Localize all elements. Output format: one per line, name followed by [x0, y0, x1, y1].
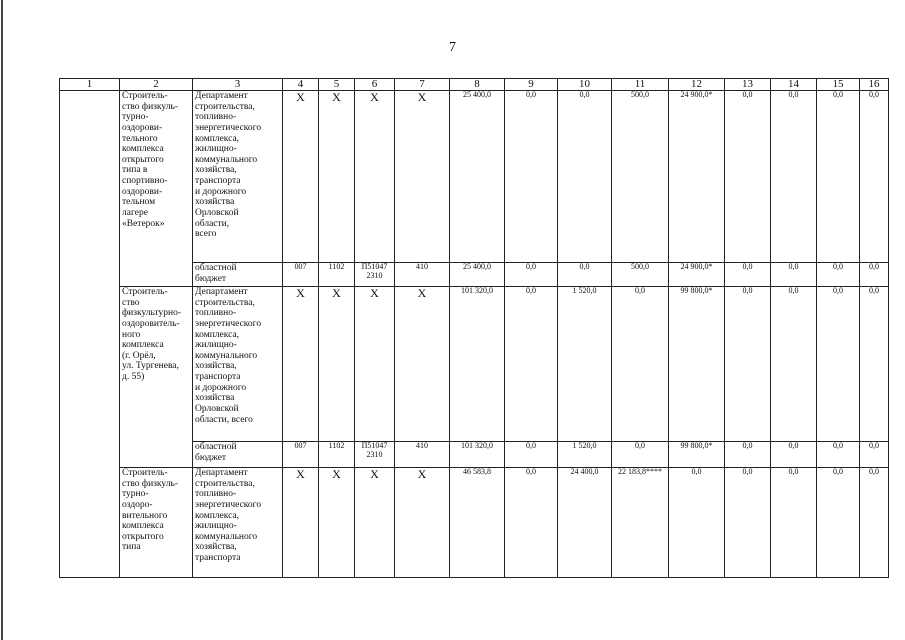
cell-c16: 0,0 — [860, 468, 889, 578]
cell-c13: 0,0 — [725, 91, 771, 263]
cell-c8: 101 320,0 — [450, 287, 505, 442]
col-header-14: 14 — [771, 79, 817, 91]
dept-cell: областной бюджет — [193, 442, 283, 468]
col-header-15: 15 — [817, 79, 860, 91]
cell-c15: 0,0 — [817, 287, 860, 442]
table-row — [60, 91, 889, 263]
col-header-7: 7 — [395, 79, 450, 91]
cell-c15: 0,0 — [817, 442, 860, 468]
scan-edge — [1, 0, 3, 640]
object-name: Строитель- ство физкультурно- оздоровитель- ного комплекса (г. Орёл, ул. Тургенева, д. 55) — [120, 287, 193, 468]
cell-c11: 22 183,8**** — [612, 468, 669, 578]
cell-c10: 1 520,0 — [558, 442, 612, 468]
col-header-4: 4 — [283, 79, 319, 91]
cell-c7: 410 — [395, 263, 450, 287]
data-table — [59, 78, 889, 578]
cell-c7: Х — [395, 287, 450, 442]
cell-c14: 0,0 — [771, 468, 817, 578]
cell-c13: 0,0 — [725, 287, 771, 442]
cell-c9: 0,0 — [505, 287, 558, 442]
col-header-8: 8 — [450, 79, 505, 91]
object-name: Строитель- ство физкуль- турно- оздорови- тельного комплекса открытого типа в спортивно- оздорови- тельном лагере «Ветерок» — [120, 91, 193, 287]
cell-c10: 0,0 — [558, 263, 612, 287]
cell-c4: Х — [283, 468, 319, 578]
dept-cell: областной бюджет — [193, 263, 283, 287]
object-name: Строитель- ство физкуль- турно- оздоро- вительного комплекса открытого типа — [120, 468, 193, 578]
cell-c12: 99 800,0* — [669, 287, 725, 442]
cell-c12: 24 900,0* — [669, 91, 725, 263]
cell-c5: Х — [319, 287, 355, 442]
cell-c8: 46 583,8 — [450, 468, 505, 578]
cell-c8: 101 320,0 — [450, 442, 505, 468]
cell-c6: Х — [355, 91, 395, 263]
table-row — [60, 468, 889, 578]
cell-c13: 0,0 — [725, 468, 771, 578]
cell-c11: 0,0 — [612, 442, 669, 468]
cell-c16: 0,0 — [860, 263, 889, 287]
col-header-9: 9 — [505, 79, 558, 91]
cell-c9: 0,0 — [505, 442, 558, 468]
cell-c15: 0,0 — [817, 468, 860, 578]
col-header-10: 10 — [558, 79, 612, 91]
col-header-3: 3 — [193, 79, 283, 91]
cell-c8: 25 400,0 — [450, 263, 505, 287]
cell-c8: 25 400,0 — [450, 91, 505, 263]
cell-c9: 0,0 — [505, 91, 558, 263]
col-header-13: 13 — [725, 79, 771, 91]
cell-c11: 0,0 — [612, 287, 669, 442]
cell-c14: 0,0 — [771, 287, 817, 442]
cell-c7: Х — [395, 91, 450, 263]
cell-c4: Х — [283, 287, 319, 442]
cell-c6: Х — [355, 287, 395, 442]
cell-c6: Х — [355, 468, 395, 578]
col1-cell — [60, 91, 120, 578]
cell-c12: 0,0 — [669, 468, 725, 578]
cell-c11: 500,0 — [612, 263, 669, 287]
dept-cell: Департамент строительства, топливно- энергетического комплекса, жилищно- коммунального хозяйства, транспорта и дорожного хозяйства Орловской области, всего — [193, 91, 283, 263]
cell-c16: 0,0 — [860, 91, 889, 263]
cell-c6: П51047 2310 — [355, 442, 395, 468]
col-header-1: 1 — [60, 79, 120, 91]
cell-c7: 410 — [395, 442, 450, 468]
cell-c14: 0,0 — [771, 263, 817, 287]
cell-c6: П51047 2310 — [355, 263, 395, 287]
page-number: 7 — [449, 40, 456, 55]
table-row — [60, 287, 889, 442]
cell-c5: 1102 — [319, 442, 355, 468]
cell-c9: 0,0 — [505, 263, 558, 287]
cell-c10: 1 520,0 — [558, 287, 612, 442]
cell-c12: 99 800,0* — [669, 442, 725, 468]
cell-c10: 0,0 — [558, 91, 612, 263]
cell-c14: 0,0 — [771, 442, 817, 468]
cell-c4: Х — [283, 91, 319, 263]
col-header-12: 12 — [669, 79, 725, 91]
cell-c10: 24 400,0 — [558, 468, 612, 578]
cell-c11: 500,0 — [612, 91, 669, 263]
header-row — [60, 79, 889, 91]
cell-c4: 007 — [283, 263, 319, 287]
cell-c7: Х — [395, 468, 450, 578]
cell-c13: 0,0 — [725, 263, 771, 287]
col-header-6: 6 — [355, 79, 395, 91]
col-header-5: 5 — [319, 79, 355, 91]
dept-cell: Департамент строительства, топливно- энергетического комплекса, жилищно- коммунального хозяйства, транспорта и дорожного хозяйства Орловской области, всего — [193, 287, 283, 442]
col-header-16: 16 — [860, 79, 889, 91]
cell-c4: 007 — [283, 442, 319, 468]
cell-c5: 1102 — [319, 263, 355, 287]
col-header-11: 11 — [612, 79, 669, 91]
dept-cell: Департамент строительства, топливно- энергетического комплекса, жилищно- коммунального хозяйства, транспорта — [193, 468, 283, 578]
cell-c5: Х — [319, 468, 355, 578]
cell-c13: 0,0 — [725, 442, 771, 468]
cell-c15: 0,0 — [817, 263, 860, 287]
cell-c16: 0,0 — [860, 442, 889, 468]
cell-c5: Х — [319, 91, 355, 263]
cell-c12: 24 900,0* — [669, 263, 725, 287]
cell-c15: 0,0 — [817, 91, 860, 263]
col-header-2: 2 — [120, 79, 193, 91]
cell-c14: 0,0 — [771, 91, 817, 263]
cell-c16: 0,0 — [860, 287, 889, 442]
cell-c9: 0,0 — [505, 468, 558, 578]
